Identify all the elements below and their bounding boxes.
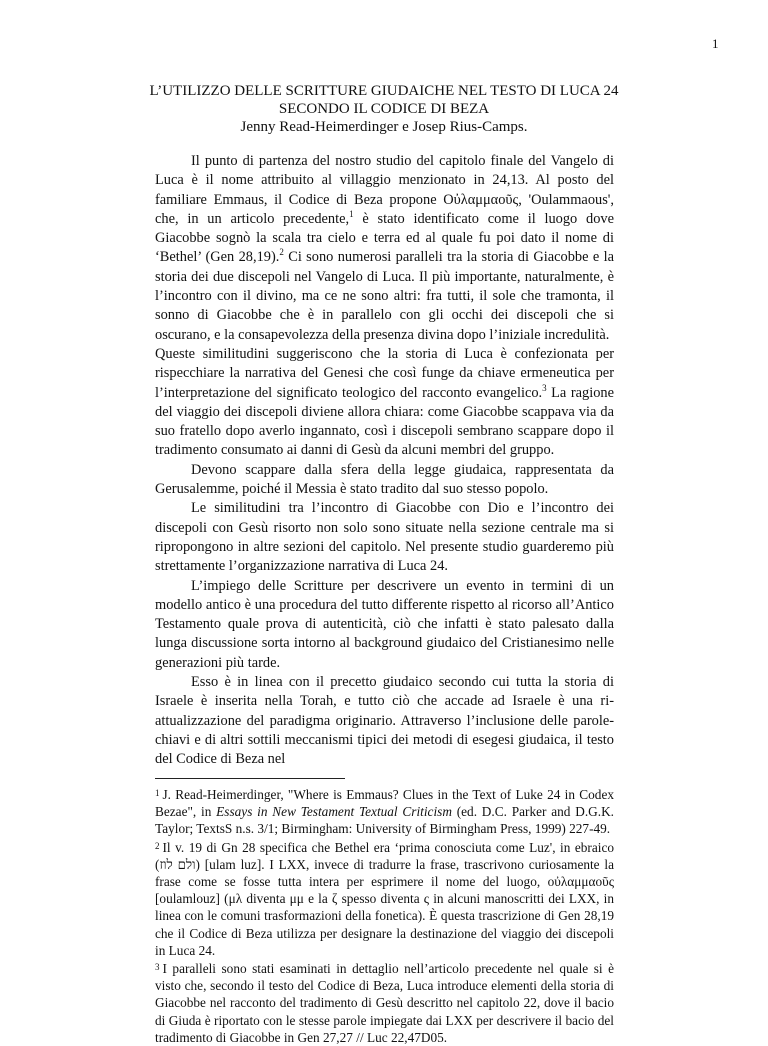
page-number: 1: [712, 36, 719, 51]
footnote-ref-3[interactable]: 3: [542, 382, 547, 393]
footnotes: [155, 785, 614, 1046]
footnote-number: 2: [155, 840, 160, 851]
footnote-ref-1[interactable]: 1: [349, 208, 354, 219]
body-text: [155, 152, 614, 770]
title-line-1: L’UTILIZZO DELLE SCRITTURE GIUDAICHE NEL TESTO DI LUCA 24: [149, 83, 619, 99]
footnote-ref-2[interactable]: 2: [279, 247, 284, 258]
footnote-divider: [155, 778, 345, 779]
authors: Jenny Read-Heimerdinger e Josep Rius-Camps.: [240, 119, 528, 135]
footnote-number: 3: [155, 962, 160, 973]
book-title: Essays in New Testament Textual Criticism: [216, 804, 452, 820]
paragraph-5: L’impiego delle Scritture per descrivere un evento in termini di un modello antico è una procedura del tutto differente rispetto al ricorso all’Antico Testamento quale prova di autenticità, ciò che infatti è stato palesato dalla lunga discussione sorta intorno al background giudaico del Cristianesimo nelle generazioni più tarde.: [155, 577, 614, 671]
paragraph-3: Devono scappare dalla sfera della legge giudaica, rappresentata da Gerusalemme, poiché il Messia è stato tradito dal suo stesso popolo.: [155, 461, 614, 498]
footnote-1: $^1$ J. Read-Heimerdinger, "Where is Emmaus? Clues in the Text of Luke 24 in Codex Bezae", in Essays in New Testament Textual Criticism (ed. D.C. Parker and D.G.K. Taylor; TextsS n.s. 3/1; Birmingham: University of Birmingham Press, 1999) 227-49.: [155, 787, 614, 837]
paragraph-2: Queste similitudini suggeriscono che la storia di Luca è confezionata per rispecchiare la narrativa del Genesi che così funge da chiave ermeneutica per l’interpretazione del significato teologico del racconto evangelico.$^3$ La ragione del viaggio dei discepoli diviene allora chiara: come Giacobbe scappava via da suo fratello dopo averlo ingannato, così i discepoli sembrano scappare dopo il tradimento consumato ai danni di Gesù da alcuni membri del gruppo.: [155, 345, 614, 459]
footnote-3: $^3$ I paralleli sono stati esaminati in dettaglio nell’articolo precedente nel quale si è visto che, secondo il testo del Codice di Beza, Luca introduce elementi della storia di Giacobbe nel racconto del tradimento di Gesù descritto nel capitolo 22, dove il bacio di Giuda è riportato con le stesse parole impiegate dai LXX per descrivere il bacio del tradimento di Giacobbe in Gen 27,27 // Luc 22,47D05.: [155, 961, 614, 1045]
paragraph-6: Esso è in linea con il precetto giudaico secondo cui tutta la storia di Israele è inserita nella Torah, e tutto ciò che accade ad Israele è una ri-attualizzazione del paradigma originario. Attraverso l’inclusione delle parole-chiavi e di altri sottili meccanismi tipici dei metodi di esegesi giudaica, il testo del Codice di Beza nel: [155, 674, 614, 768]
title-line-2: SECONDO IL CODICE DI BEZA: [278, 101, 490, 117]
article-header: [0, 82, 768, 136]
paragraph-4: Le similitudini tra l’incontro di Giacobbe con Dio e l’incontro dei discepoli con Gesù risorto non solo sono situate nella sezione centrale ma si ripropongono in altre sezioni del capitolo. Nel presente studio guarderemo più strettamente l’organizzazione narrativa di Luca 24.: [155, 500, 614, 575]
footnote-2: $^2$ Il v. 19 di Gn 28 specifica che Bethel era ‘prima conosciuta come Luz', in ebraico (ולם לוז) [ulam luz]. I LXX, invece di tradurre la frase, trascrivono curiosamente la frase come se fosse tutta intera per esprimere il nome del luogo, οὐλαμμαοῦς [oulamlouz] (μλ diventa μμ e la ζ spesso diventa ς in alcuni manoscritti dei LXX, in linea con le comuni trasformazioni della fonetica). È questa trascrizione di Gen 28,19 che il Codice di Beza utilizza per designare la destinazione del viaggio dei discepoli in Luca 24.: [155, 839, 614, 958]
paragraph-1: Il punto di partenza del nostro studio del capitolo finale del Vangelo di Luca è il nome attribuito al villaggio menzionato in 24,13. Al posto del familiare Emmaus, il Codice di Beza propone Οὐλαμμαοῦς, 'Oulammaous', che, in un articolo precedente,$^1$ è stato identificato come il luogo dove Giacobbe sognò la scala tra cielo e terra ed al quale fu poi dato il nome di ‘Bethel’ (Gen 28,19).$^2$ Ci sono numerosi paralleli tra la storia di Giacobbe e la storia dei due discepoli nel Vangelo di Luca. Il più importante, naturalmente, è l’incontro con il divino, ma ce ne sono altri: fra tutti, il sole che tramonta, il sonno di Giacobbe che è in parallelo con gli occhi dei discepoli che si oscurano, e la consapevolezza della presenza divina dopo l’iniziale incredulità.: [155, 153, 615, 343]
footnote-number: 1: [155, 788, 160, 798]
